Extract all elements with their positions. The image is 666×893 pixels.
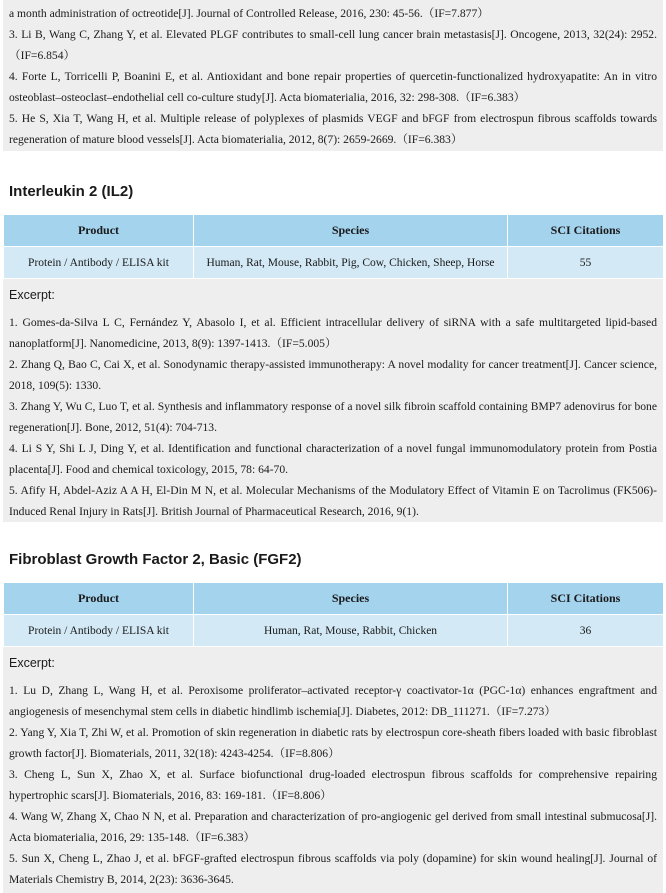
cell-citations: 36: [508, 615, 664, 647]
header-species: Species: [194, 583, 508, 615]
reference-item: 1. Gomes-da-Silva L C, Fernández Y, Abasolo I, et al. Efficient intracellular delivery of siRNA with a safe multitargeted lipid-based nanoplatform[J]. Nanomedicine, 2013, 8(9): 1397-1413.（IF=5.005）: [9, 316, 657, 350]
cell-citations: 55: [508, 247, 664, 279]
reference-item: 3. Zhang Y, Wu C, Luo T, et al. Synthesis and inflammatory response of a novel silk fibroin scaffold containing BMP7 adenovirus for bone regeneration[J]. Bone, 2012, 51(4): 704-713.: [9, 400, 657, 434]
excerpt-label: Excerpt:: [9, 656, 55, 670]
reference-item: 3. Li B, Wang C, Zhang Y, et al. Elevated PLGF contributes to small-cell lung cancer brain metastasis[J]. Oncogene, 2013, 32(24): 2952.（IF=6.854）: [9, 28, 657, 62]
table-header-row: [4, 583, 664, 615]
reference-item: 2. Zhang Q, Bao C, Cai X, et al. Sonodynamic therapy-assisted immunotherapy: A novel modality for cancer treatment[J]. Cancer science, 2018, 109(5): 1330.: [9, 358, 657, 392]
cell-product: Protein / Antibody / ELISA kit: [4, 247, 194, 279]
product-table-fgf2: [3, 582, 664, 647]
cell-product: Protein / Antibody / ELISA kit: [4, 615, 194, 647]
cell-species: Human, Rat, Mouse, Rabbit, Pig, Cow, Chicken, Sheep, Horse: [194, 247, 508, 279]
reference-item: 5. Afify H, Abdel-Aziz A A H, El-Din M N, et al. Molecular Mechanisms of the Modulatory Effect of Vitamin E on Tacrolimus (FK506)-Induced Renal Injury in Rats[J]. British Journal of Pharmaceutical Research, 2016, 9(1).: [9, 484, 657, 518]
reference-item: 4. Wang W, Zhang X, Chao N N, et al. Preparation and characterization of pro-angiogenic gel derived from small intestinal submucosa[J]. Acta biomaterialia, 2016, 29: 135-148.（IF=6.383）: [9, 810, 657, 844]
reference-item: 3. Cheng L, Sun X, Zhao X, et al. Surface biofunctional drug-loaded electrospun fibrous scaffolds for comprehensive repairing hypertrophic scars[J]. Biomaterials, 2016, 83: 169-181.（IF=8.806）: [9, 768, 657, 802]
reference-item: 5. Sun X, Cheng L, Zhao J, et al. bFGF-grafted electrospun fibrous scaffolds via poly (dopamine) for skin wound healing[J]. Journal of Materials Chemistry B, 2014, 2(23): 3636-3645.: [9, 852, 657, 886]
excerpt-label: Excerpt:: [9, 288, 55, 302]
reference-item: 4. Forte L, Torricelli P, Boanini E, et al. Antioxidant and bone repair properties of quercetin-functionalized hydroxyapatite: An in vitro osteoblast–osteoclast–endothelial cell co-culture study[J]. Acta biomaterialia, 2016, 32: 298-308.（IF=6.383）: [9, 70, 657, 104]
table-row: [4, 615, 664, 647]
reference-item: 4. Li S Y, Shi L J, Ding Y, et al. Identification and functional characterization of a novel fungal immunomodulatory protein from Postia placenta[J]. Food and chemical toxicology, 2015, 78: 64-70.: [9, 442, 657, 476]
reference-item: 5. He S, Xia T, Wang H, et al. Multiple release of polyplexes of plasmids VEGF and bFGF from electrospun fibrous scaffolds towards regeneration of mature blood vessels[J]. Acta biomaterialia, 2012, 8(7): 2659-2669.（IF=6.383）: [9, 112, 657, 146]
table-row: [4, 247, 664, 279]
fgf2-references: [3, 647, 663, 893]
header-product: Product: [4, 215, 194, 247]
section-title-fgf2: Fibroblast Growth Factor 2, Basic (FGF2): [9, 551, 302, 568]
product-table-il2: [3, 214, 664, 279]
header-citations: SCI Citations: [508, 215, 664, 247]
header-product: Product: [4, 583, 194, 615]
header-citations: SCI Citations: [508, 583, 664, 615]
cell-species: Human, Rat, Mouse, Rabbit, Chicken: [194, 615, 508, 647]
reference-item: 1. Lu D, Zhang L, Wang H, et al. Peroxisome proliferator–activated receptor-γ coactivator-1α (PGC-1α) enhances engraftment and angiogenesis of mesenchymal stem cells in diabetic hindlimb ischemia[J]. Diabetes, 2012: DB_111271.（IF=7.273）: [9, 684, 657, 718]
reference-item: 2. Yang Y, Xia T, Zhi W, et al. Promotion of skin regeneration in diabetic rats by electrospun core-sheath fibers loaded with basic fibroblast growth factor[J]. Biomaterials, 2011, 32(18): 4243-4254.（IF=8.806）: [9, 726, 657, 760]
top-references: [3, 0, 663, 151]
table-header-row: [4, 215, 664, 247]
section-title-il2: Interleukin 2 (IL2): [9, 183, 134, 200]
il2-references: [3, 279, 663, 522]
header-species: Species: [194, 215, 508, 247]
reference-item: a month administration of octreotide[J]. Journal of Controlled Release, 2016, 230: 45-56.（IF=7.877）: [9, 7, 489, 20]
